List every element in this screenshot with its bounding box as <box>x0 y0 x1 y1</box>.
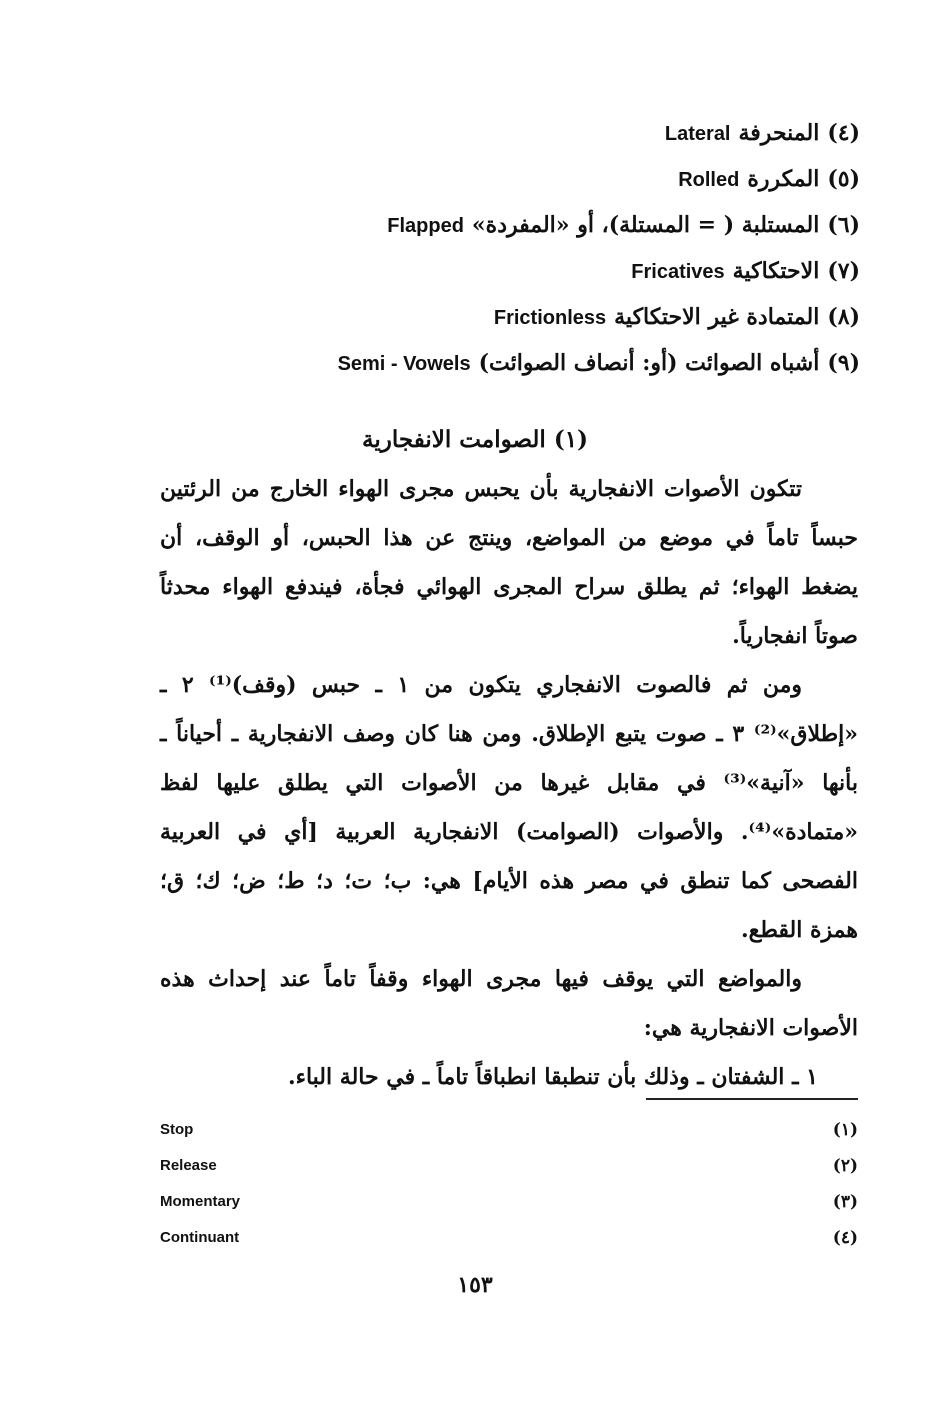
list-item-number: (٥) <box>827 166 860 192</box>
paragraph: تتكون الأصوات الانفجارية بأن يحبس مجرى الهواء الخارج من الرئتين حبساً تاماً في موضع من المواضع، وينتج عن هذا الحبس، أو الوقف، أن يضغط الهواء؛ ثم يطلق سراح المجرى الهوائي فجأة، فيندفع الهواء محدثاً صوتاً انفجارياً. <box>160 476 858 649</box>
paragraph: والمواضع التي يوقف فيها مجرى الهواء وقفاً تاماً عند إحداث هذه الأصوات الانفجارية هي: <box>160 966 858 1041</box>
list-item-number: (٤) <box>827 120 860 146</box>
list-item-number: (٧) <box>827 258 860 284</box>
list-item <box>160 110 860 156</box>
list-item <box>160 248 860 294</box>
list-item-term: الاحتكاكية <box>732 258 820 284</box>
list-item-number: (٩) <box>827 350 860 376</box>
footnote-term: Stop <box>160 1121 194 1138</box>
footnote-number: (٤) <box>832 1228 858 1248</box>
footnote-term: Momentary <box>160 1193 241 1210</box>
list-item-number: (٨) <box>827 304 860 330</box>
list-item <box>160 156 860 202</box>
list-item-term: أشباه الصوائت (أو: أنصاف الصوائت) <box>478 350 820 376</box>
footnote-number: (٣) <box>832 1192 858 1212</box>
paragraph: ومن ثم فالصوت الانفجاري يتكون من ١ ـ حبس (وقف)⁽¹⁾ ٢ ـ «إطلاق»⁽²⁾ ٣ ـ صوت يتبع الإطلاق. ومن هنا كان وصف الانفجارية ـ أحياناً ـ بأنها «آنية»⁽³⁾ في مقابل غيرها من الأصوات التي يطلق عليها لفظ «متمادة»⁽⁴⁾. والأصوات (الصوامت) الانفجارية العربية [أي في العربية الفصحى كما تنطق في مصر هذه الأيام] هي: ب؛ ت؛ د؛ ط؛ ض؛ ك؛ ق؛ همزة القطع. <box>160 672 858 943</box>
list-item-english: Rolled <box>678 169 740 191</box>
footnotes <box>160 1112 858 1256</box>
list-item <box>160 340 860 386</box>
footnote-divider <box>646 1098 858 1100</box>
list-item-english: Semi - Vowels <box>337 353 471 375</box>
list-item <box>160 202 860 248</box>
body-text <box>160 465 858 1102</box>
list-item-english: Fricatives <box>631 261 725 283</box>
consonant-types-list <box>160 110 860 386</box>
list-item-term: المكررة <box>747 166 820 192</box>
list-item-term: المستلبة ( = المستلة)، أو «المفردة» <box>471 212 820 238</box>
footnote-number: (١) <box>832 1120 858 1140</box>
footnote-term: Continuant <box>160 1229 240 1246</box>
footnote <box>160 1220 858 1256</box>
footnote-term: Release <box>160 1157 217 1174</box>
footnote <box>160 1184 858 1220</box>
list-item-term: المتمادة غير الاحتكاكية <box>614 304 820 330</box>
list-item <box>160 294 860 340</box>
list-item-english: Flapped <box>387 215 464 237</box>
list-item-number: (٦) <box>827 212 860 238</box>
list-item-english: Lateral <box>664 123 731 145</box>
section-heading: (١) الصوامت الانفجارية <box>362 426 588 453</box>
page-number: ١٥٣ <box>457 1272 493 1298</box>
footnote <box>160 1148 858 1184</box>
list-item-english: Frictionless <box>493 307 607 329</box>
footnote-number: (٢) <box>832 1156 858 1176</box>
footnote <box>160 1112 858 1148</box>
list-item-term: المنحرفة <box>738 120 820 146</box>
paragraph: ١ ـ الشفتان ـ وذلك بأن تنطبقا انطباقاً تاماً ـ في حالة الباء. <box>287 1064 818 1090</box>
